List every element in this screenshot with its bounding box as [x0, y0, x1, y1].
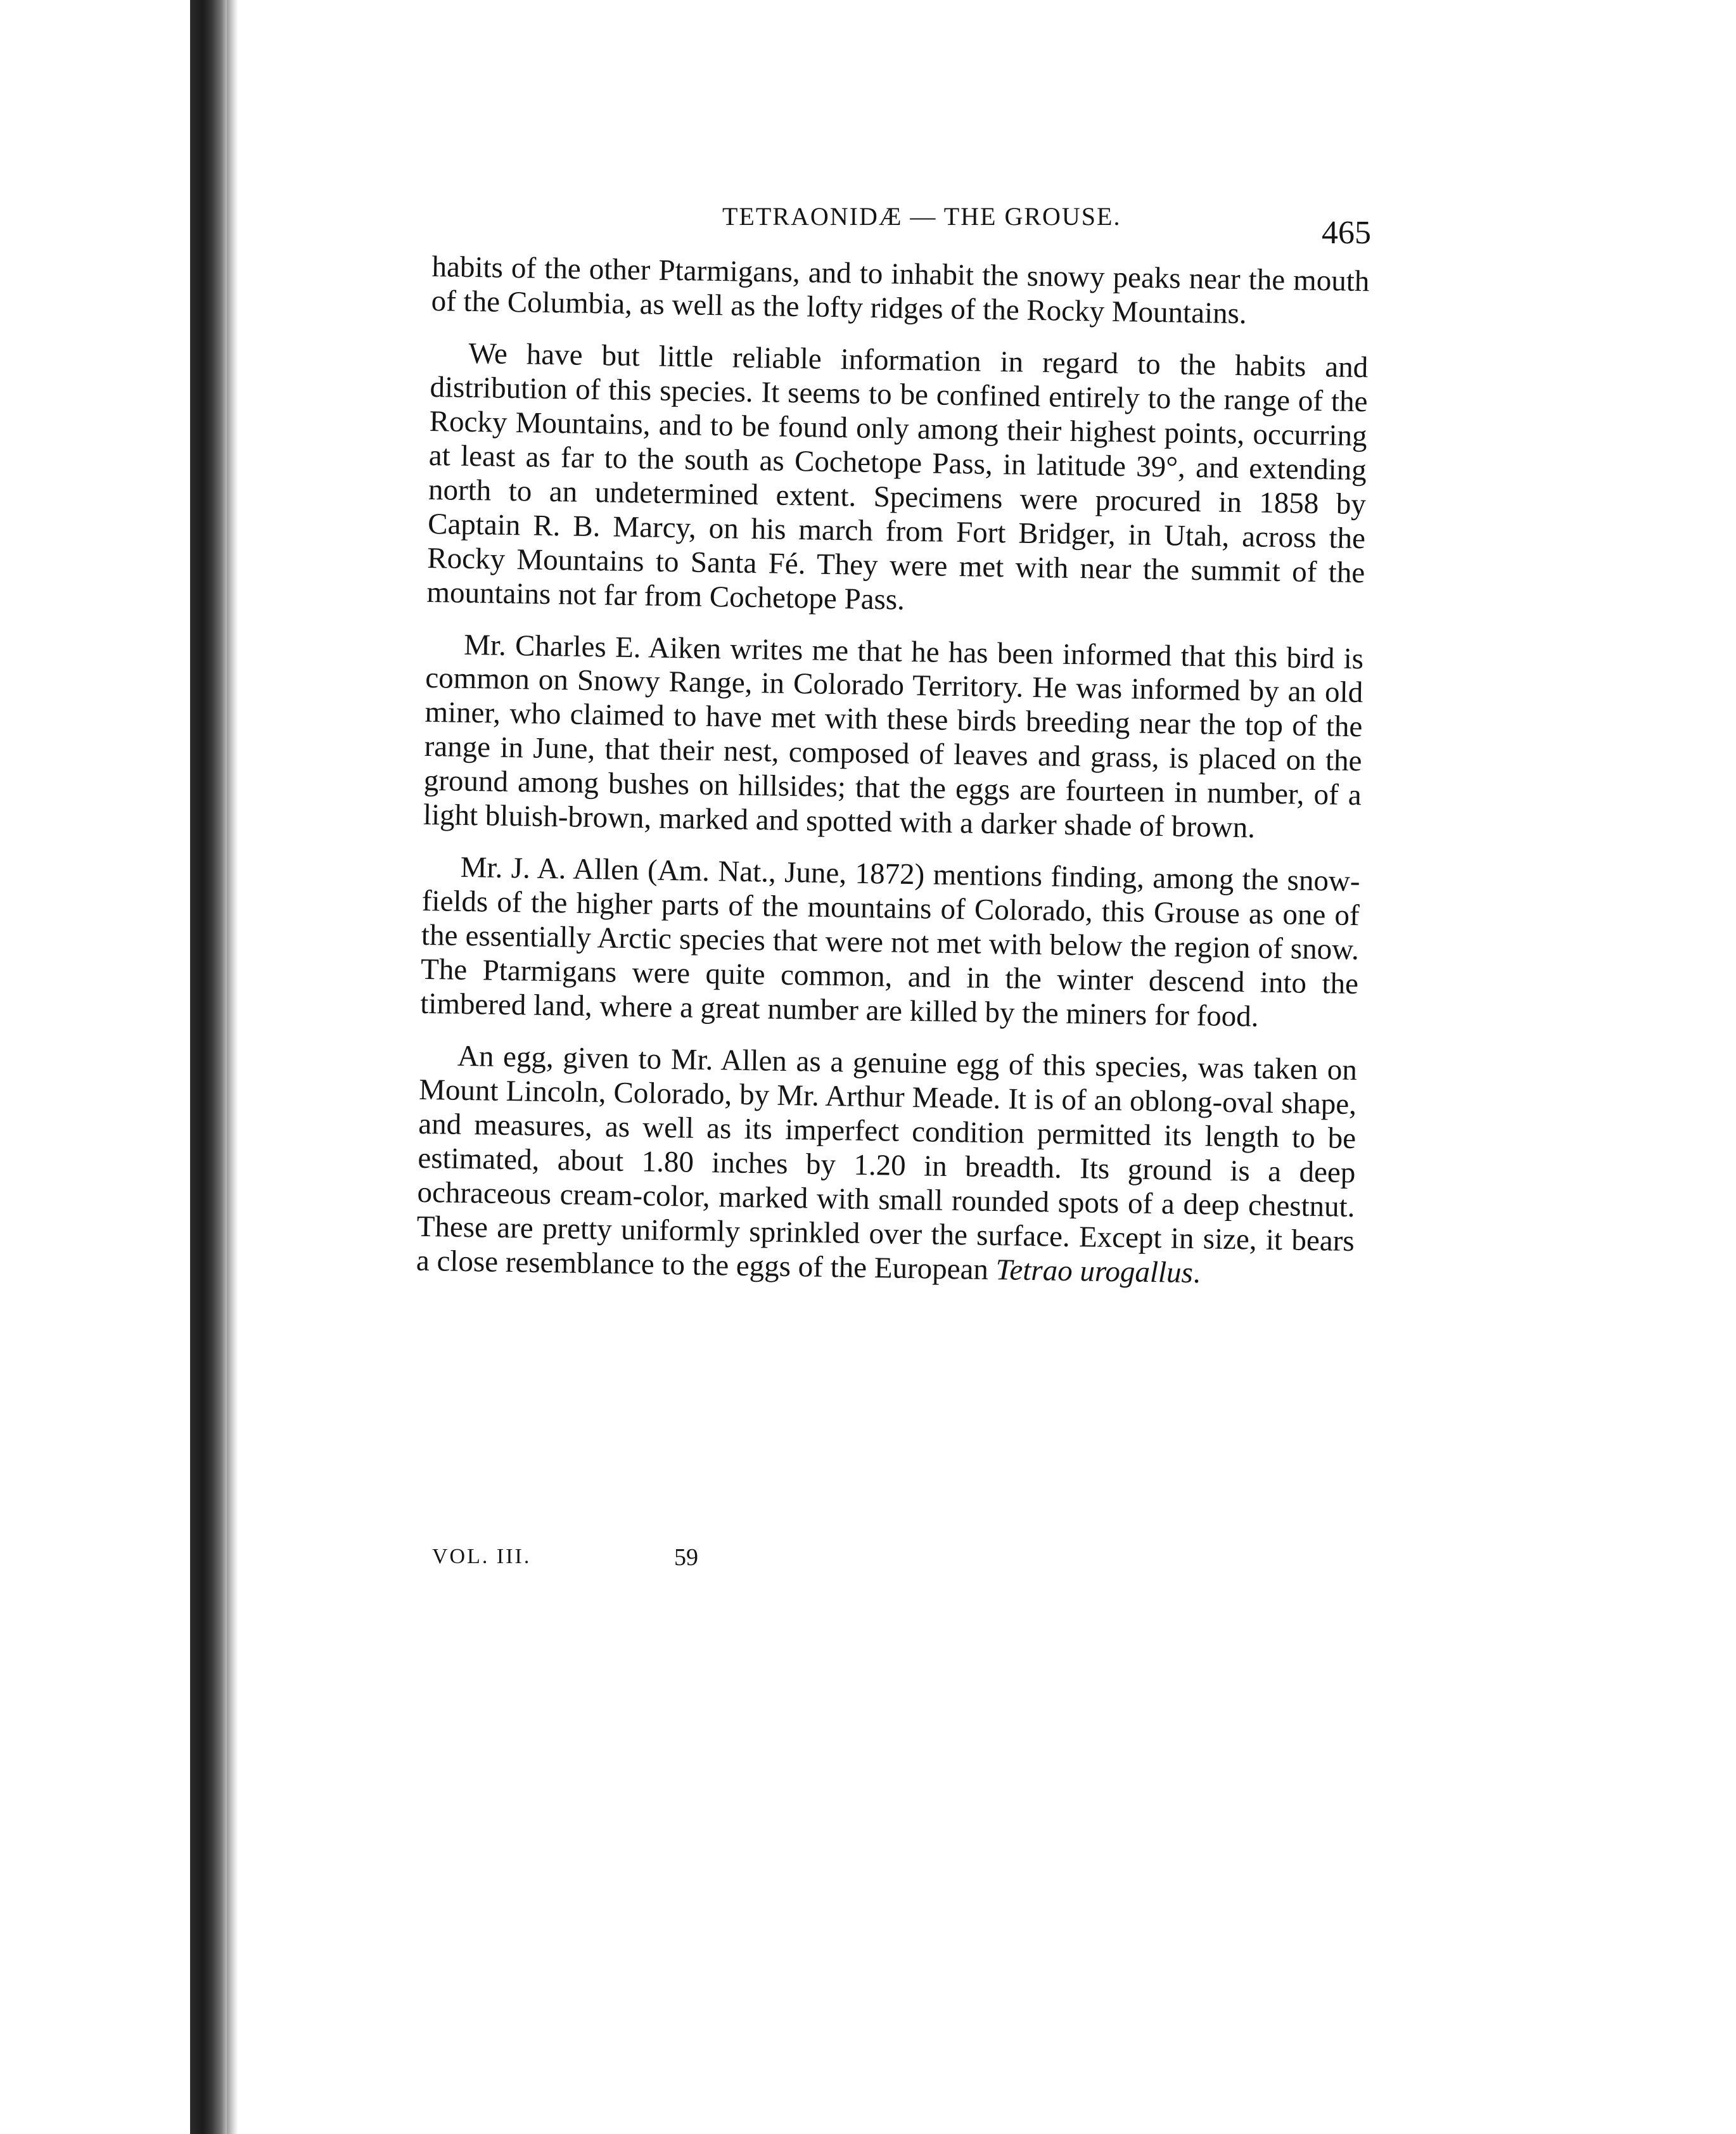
- running-head: TETRAONIDÆ — THE GROUSE.: [722, 202, 1121, 231]
- footer-signature: 59: [674, 1544, 698, 1571]
- paragraph-egg: [416, 1039, 1358, 1293]
- egg-text-end: .: [1192, 1256, 1201, 1289]
- body-text: [416, 250, 1370, 1311]
- paragraph-continuation: habits of the other Ptarmigans, and to inhabit the snowy peaks near the mouth of the Columbia, as well as the lofty ridges of the Rocky Mountains.: [431, 250, 1370, 331]
- species-name-italic: Tetrao urogallus: [995, 1253, 1194, 1289]
- paragraph-distribution: We have but little reliable information in regard to the habits and distribution of this species. It seems to be confined entirely to the range of the Rocky Mountains, and to be found only among their highest points, occurring at least as far to the south as Cochetope Pass, in latitude 39°, and extending north to an undetermined extent. Specimens were procured in 1858 by Captain R. B. Marcy, on his march from Fort Bridger, in Utah, across the Rocky Mountains to Santa Fé. They were met with near the summit of the mountains not far from Cochetope Pass.: [426, 336, 1369, 617]
- egg-text: An egg, given to Mr. Allen as a genuine egg of this species, was taken on Mount Lincoln, Colorado, by Mr. Arthur Meade. It is of an oblong-oval shape, and measures, as well as its imperfect condition permitted its length to be estimated, about 1.80 inches by 1.20 in breadth. Its ground is a deep ochraceous cream-color, marked with small rounded spots of a deep chestnut. These are pretty uniformly sprinkled over the surface. Except in size, it bears a close resemblance to the eggs of the European: [416, 1039, 1358, 1286]
- paragraph-allen: Mr. J. A. Allen (Am. Nat., June, 1872) mentions finding, among the snow-fields of the higher parts of the mountains of Colorado, this Grouse as one of the essentially Arctic species that were not met with below the region of snow. The Ptarmigans were quite common, and in the winter descend into the timbered land, where a great number are killed by the miners for food.: [419, 851, 1360, 1033]
- page-number: 465: [1322, 215, 1371, 251]
- paragraph-aiken: Mr. Charles E. Aiken writes me that he has been informed that this bird is common on Snowy Range, in Colorado Territory. He was informed by an old miner, who claimed to have met with these birds breeding near the top of the range in June, that their nest, composed of leaves and grass, is placed on the ground among bushes on hillsides; that the eggs are fourteen in number, of a light bluish-brown, marked and spotted with a darker shade of brown.: [423, 628, 1364, 845]
- book-binding-shadow: [190, 0, 227, 2134]
- footer-volume: VOL. III.: [432, 1545, 532, 1568]
- binding-edge: [227, 0, 238, 2134]
